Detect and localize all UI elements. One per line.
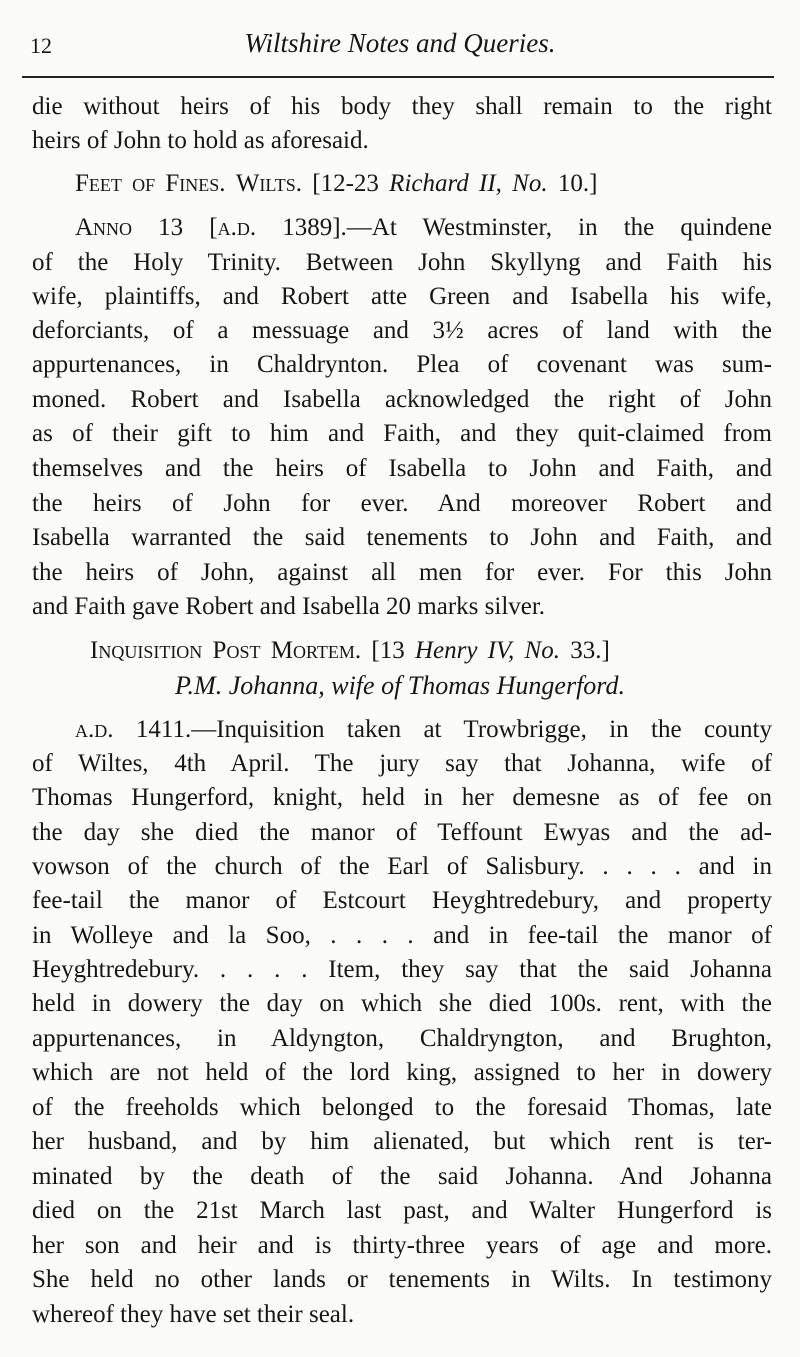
text-line: the day she died the manor of Teffount Ewyas and the ad- [32, 819, 772, 846]
heading-part: Richard II, No. [389, 170, 548, 197]
text-part: a.d. [75, 716, 114, 743]
text-line: die without heirs of his body they shall remain to the right [32, 93, 772, 120]
text-line: Isabella warranted the said tenements to John and Faith, and [32, 524, 772, 551]
text-line: her husband, and by him alienated, but which rent is ter- [32, 1128, 772, 1155]
text-line: She held no other lands or tenements in Wilts. In testimony [32, 1266, 772, 1293]
heading-part: 33.] [570, 637, 610, 664]
text-line: appurtenances, in Chaldrynton. Plea of covenant was sum- [32, 351, 772, 378]
section-heading-inquisition [90, 634, 772, 668]
text-line: her son and heir and is thirty-three years of age and more. [32, 1232, 772, 1259]
heading-part: Feet of Fines. [75, 170, 226, 197]
text-line: in Wolleye and la Soo, . . . . and in fee-tail the manor of [32, 922, 772, 949]
heading-part: 10.] [557, 170, 598, 197]
text-line: heirs of John to hold as aforesaid. [32, 127, 369, 154]
text-line: moned. Robert and Isabella acknowledged the right of John [32, 386, 772, 413]
text-part: 1411.—Inquisition taken at Trowbrigge, in the county [135, 716, 773, 743]
heading-part: [12-23 [312, 170, 379, 197]
text-line: which are not held of the lord king, assigned to her in dowery [32, 1059, 772, 1086]
text-line: deforciants, of a messuage and 3½ acres of land with the [32, 317, 772, 344]
text-part: a.d. [217, 214, 257, 241]
page-number: 12 [30, 33, 52, 58]
text-line [75, 713, 772, 747]
text-line: appurtenances, in Aldyngton, Chaldryngton, and Brughton, [32, 1025, 772, 1052]
text-line: the heirs of John for ever. And moreover Robert and [32, 490, 772, 517]
text-line: vowson of the church of the Earl of Salisbury. . . . . and in [32, 853, 772, 880]
header-rule [22, 76, 774, 78]
text-line: and Faith gave Robert and Isabella 20 marks silver. [32, 593, 546, 620]
running-title: Wiltshire Notes and Queries. [244, 28, 556, 58]
text-line: died on the 21st March last past, and Walter Hungerford is [32, 1197, 772, 1224]
text-line: as of their gift to him and Faith, and they quit-claimed from [32, 420, 772, 447]
text-line: of the freeholds which belonged to the foresaid Thomas, late [32, 1094, 772, 1121]
text-line: Heyghtredebury. . . . . Item, they say that the said Johanna [32, 956, 772, 983]
text-line: minated by the death of the said Johanna. And Johanna [32, 1163, 772, 1190]
text-part: 1389].—At Westminster, in the quindene [282, 214, 772, 241]
text-line [75, 211, 772, 245]
subheading: P.M. Johanna, wife of Thomas Hungerford. [175, 671, 625, 700]
section-heading-feet-of-fines [75, 167, 772, 201]
text-line: of the Holy Trinity. Between John Skyllyng and Faith his [32, 249, 772, 276]
heading-part: Inquisition Post Mortem. [90, 637, 362, 664]
text-line: whereof they have set their seal. [32, 1301, 355, 1328]
heading-part: Wilts. [235, 170, 303, 197]
text-line: the heirs of John, against all men for ever. For this John [32, 559, 772, 586]
text-line: held in dowery the day on which she died 100s. rent, with the [32, 990, 772, 1017]
text-part: Anno [75, 214, 133, 241]
heading-part: Henry IV, No. [414, 637, 560, 664]
heading-part: [13 [371, 637, 405, 664]
text-line: Thomas Hungerford, knight, held in her demesne as of fee on [32, 784, 772, 811]
text-line: fee-tail the manor of Estcourt Heyghtredebury, and property [32, 887, 772, 914]
text-line: wife, plaintiffs, and Robert atte Green and Isabella his wife, [32, 283, 772, 310]
text-line: of Wiltes, 4th April. The jury say that Johanna, wife of [32, 750, 772, 777]
text-part: 13 [ [158, 214, 218, 241]
text-line: themselves and the heirs of Isabella to John and Faith, and [32, 455, 772, 482]
